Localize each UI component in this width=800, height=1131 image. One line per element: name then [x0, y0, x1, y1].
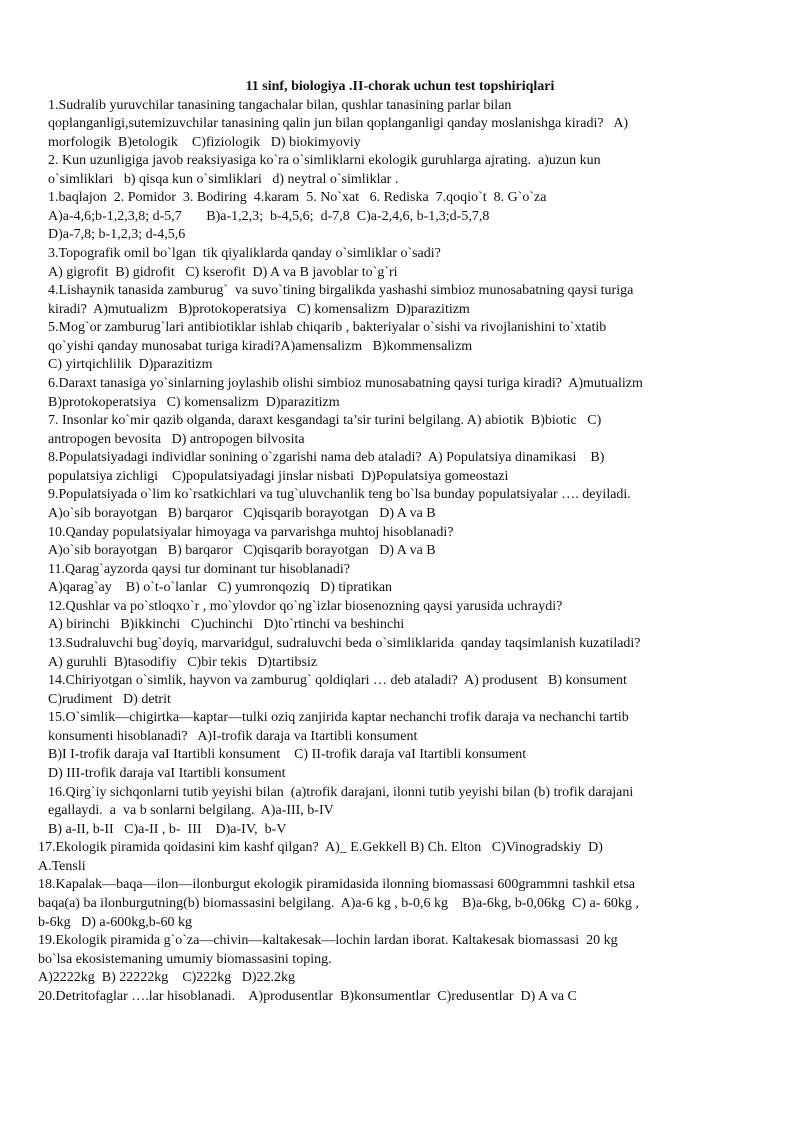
text-line: B) a-II, b-II C)a-II , b- III D)a-IV, b-V	[48, 821, 287, 837]
text-line: konsumenti hisoblanadi? A)I-trofik daraja va Itartibli konsument	[48, 728, 418, 744]
text-line: baqa(a) ba ilonburgutning(b) biomassasini belgilang. A)a-6 kg , b-0,6 kg B)a-6kg, b-0,06kg C) a- 60kg ,	[38, 896, 639, 911]
text-line: A.Tensli	[38, 858, 86, 874]
text-line: 2. Kun uzunligiga javob reaksiyasiga ko`ra o`simliklarni ekologik guruhlarga ajrating. a)uzun kun	[48, 153, 601, 169]
text-line: D)a-7,8; b-1,2,3; d-4,5,6	[48, 227, 186, 243]
text-line: C)rudiment D) detrit	[48, 691, 171, 707]
text-line: populatsiya zichligi C)populatsiyadagi jinslar nisbati D)Populatsiya gomeostazi	[48, 468, 509, 484]
text-line: 6.Daraxt tanasiga yo`sinlarning joylashib olishi simbioz munosabatning qaysi turiga kiradi? A)mutualizm	[48, 376, 643, 392]
text-line: A)qarag`ay B) o`t-o`lanlar C) yumronqoziq D) tipratikan	[48, 580, 393, 596]
text-line: 5.Mog`or zamburug`lari antibiotiklar ishlab chiqarib , bakteriyalar o`sishi va rivojlanishini to`xtatib	[48, 320, 607, 336]
text-line: B)protokoperatsiya C) komensalizm D)parazitizm	[48, 394, 340, 410]
text-line: 9.Populatsiyada o`lim ko`rsatkichlari va tug`uluvchanlik teng bo`lsa bunday populatsiyalar …. deyiladi.	[48, 487, 631, 503]
text-line: 11.Qarag`ayzorda qaysi tur dominant tur hisoblanadi?	[48, 561, 350, 577]
text-line: A) birinchi B)ikkinchi C)uchinchi D)to`rtinchi va beshinchi	[48, 617, 405, 633]
text-line: C) yirtqichlilik D)parazitizm	[48, 357, 213, 373]
text-line: A)o`sib borayotgan B) barqaror C)qisqarib borayotgan D) A va B	[48, 506, 436, 522]
text-line: 4.Lishaynik tanasida zamburug` va suvo`tining birgalikda yashashi simbioz munosabatning qaysi turiga	[48, 283, 634, 299]
text-line: 13.Sudraluvchi bug`doyiq, marvaridgul, sudraluvchi beda o`simliklarida qanday taqsimlanish kuzatiladi?	[48, 636, 641, 652]
text-line: A)o`sib borayotgan B) barqaror C)qisqarib borayotgan D) A va B	[48, 543, 436, 559]
text-line: kiradi? A)mutualizm B)protokoperatsiya C) komensalizm D)parazitizm	[48, 301, 470, 317]
text-line: B)I I-trofik daraja vaI Itartibli konsument C) II-trofik daraja vaI Itartibli konsument	[48, 747, 527, 763]
text-line: 14.Chiriyotgan o`simlik, hayvon va zamburug` qoldiqlari … deb ataladi? A) produsent B) konsument	[48, 673, 627, 689]
text-line: D) III-trofik daraja vaI Itartibli konsument	[48, 766, 286, 782]
text-line: A) guruhli B)tasodifiy C)bir tekis D)tartibsiz	[48, 654, 318, 670]
text-line: 18.Kapalak—baqa—ilon—ilonburgut ekologik piramidasida ilonning biomassasi 600grammni tashkil etsa	[38, 877, 635, 893]
text-line: 7. Insonlar ko`mir qazib olganda, daraxt kesgandagi ta’sir turini belgilang. A) abiotik B)biotic C)	[48, 413, 602, 429]
text-line: 12.Qushlar va po`stloqxo`r , mo`ylovdor qo`ng`izlar biosenozning qaysi yarusida uchraydi?	[48, 598, 563, 614]
text-line: 3.Topografik omil bo`lgan tik qiyaliklarda qanday o`simliklar o`sadi?	[48, 246, 441, 262]
text-line: 17.Ekologik piramida qoidasini kim kashf qilgan? A)_ E.Gekkell B) Ch. Elton C)Vinogradskiy D)	[38, 840, 603, 856]
text-line: qoplanganligi,sutemizuvchilar tanasining qalin jun bilan qoplanganligi qanday moslanishga kiradi? A)	[48, 116, 629, 132]
page-title: 11 sinf, biologiya .II-chorak uchun test topshiriqlari	[245, 79, 555, 94]
text-line: 10.Qanday populatsiyalar himoyaga va parvarishga muhtoj hisoblanadi?	[48, 524, 454, 540]
text-line: 20.Detritofaglar ….lar hisoblanadi. A)produsentlar B)konsumentlar C)redusentlar D) A va C	[38, 988, 577, 1004]
text-line: 1.baqlajon 2. Pomidor 3. Bodiring 4.karam 5. No`xat 6. Rediska 7.qoqio`t 8. G`o`za	[48, 190, 547, 206]
text-line: A) gigrofit B) gidrofit C) kserofit D) A va B javoblar to`g`ri	[48, 264, 398, 280]
text-line: bo`lsa ekosistemaning umumiy biomassasini toping.	[38, 951, 332, 967]
text-line: antropogen bevosita D) antropogen bilvosita	[48, 431, 305, 447]
text-line: morfologik B)etologik C)fiziologik D) biokimyoviy	[48, 134, 361, 150]
text-line: 8.Populatsiyadagi individlar sonining o`zgarishi nama deb ataladi? A) Populatsiya dinamikasi B)	[48, 450, 605, 466]
text-line: 1.Sudralib yuruvchilar tanasining tangachalar bilan, qushlar tanasining parlar bilan	[48, 97, 512, 113]
text-line: b-6kg D) a-600kg,b-60 kg	[38, 914, 192, 930]
text-line: egallaydi. a va b sonlarni belgilang. A)a-III, b-IV	[48, 803, 334, 819]
text-line: A)a-4,6;b-1,2,3,8; d-5,7 B)a-1,2,3; b-4,5,6; d-7,8 C)a-2,4,6, b-1,3;d-5,7,8	[48, 208, 490, 224]
text-line: A)2222kg B) 22222kg C)222kg D)22.2kg	[38, 970, 296, 986]
text-line: 15.O`simlik—chigirtka—kaptar—tulki oziq zanjirida kaptar nechanchi trofik daraja va nechanchi tartib	[48, 710, 629, 726]
text-line: o`simliklari b) qisqa kun o`simliklari d) neytral o`simliklar .	[48, 171, 399, 187]
text-line: 19.Ekologik piramida g`o`za—chivin—kaltakesak—lochin lardan iborat. Kaltakesak biomassasi 20 kg	[38, 933, 618, 949]
text-line: qo`yishi qanday munosabat turiga kiradi?A)amensalizm B)kommensalizm	[48, 338, 473, 354]
text-line: 16.Qirg`iy sichqonlarni tutib yeyishi bilan (a)trofik darajani, ilonni tutib yeyishi bilan (b) trofik darajani	[48, 784, 634, 800]
